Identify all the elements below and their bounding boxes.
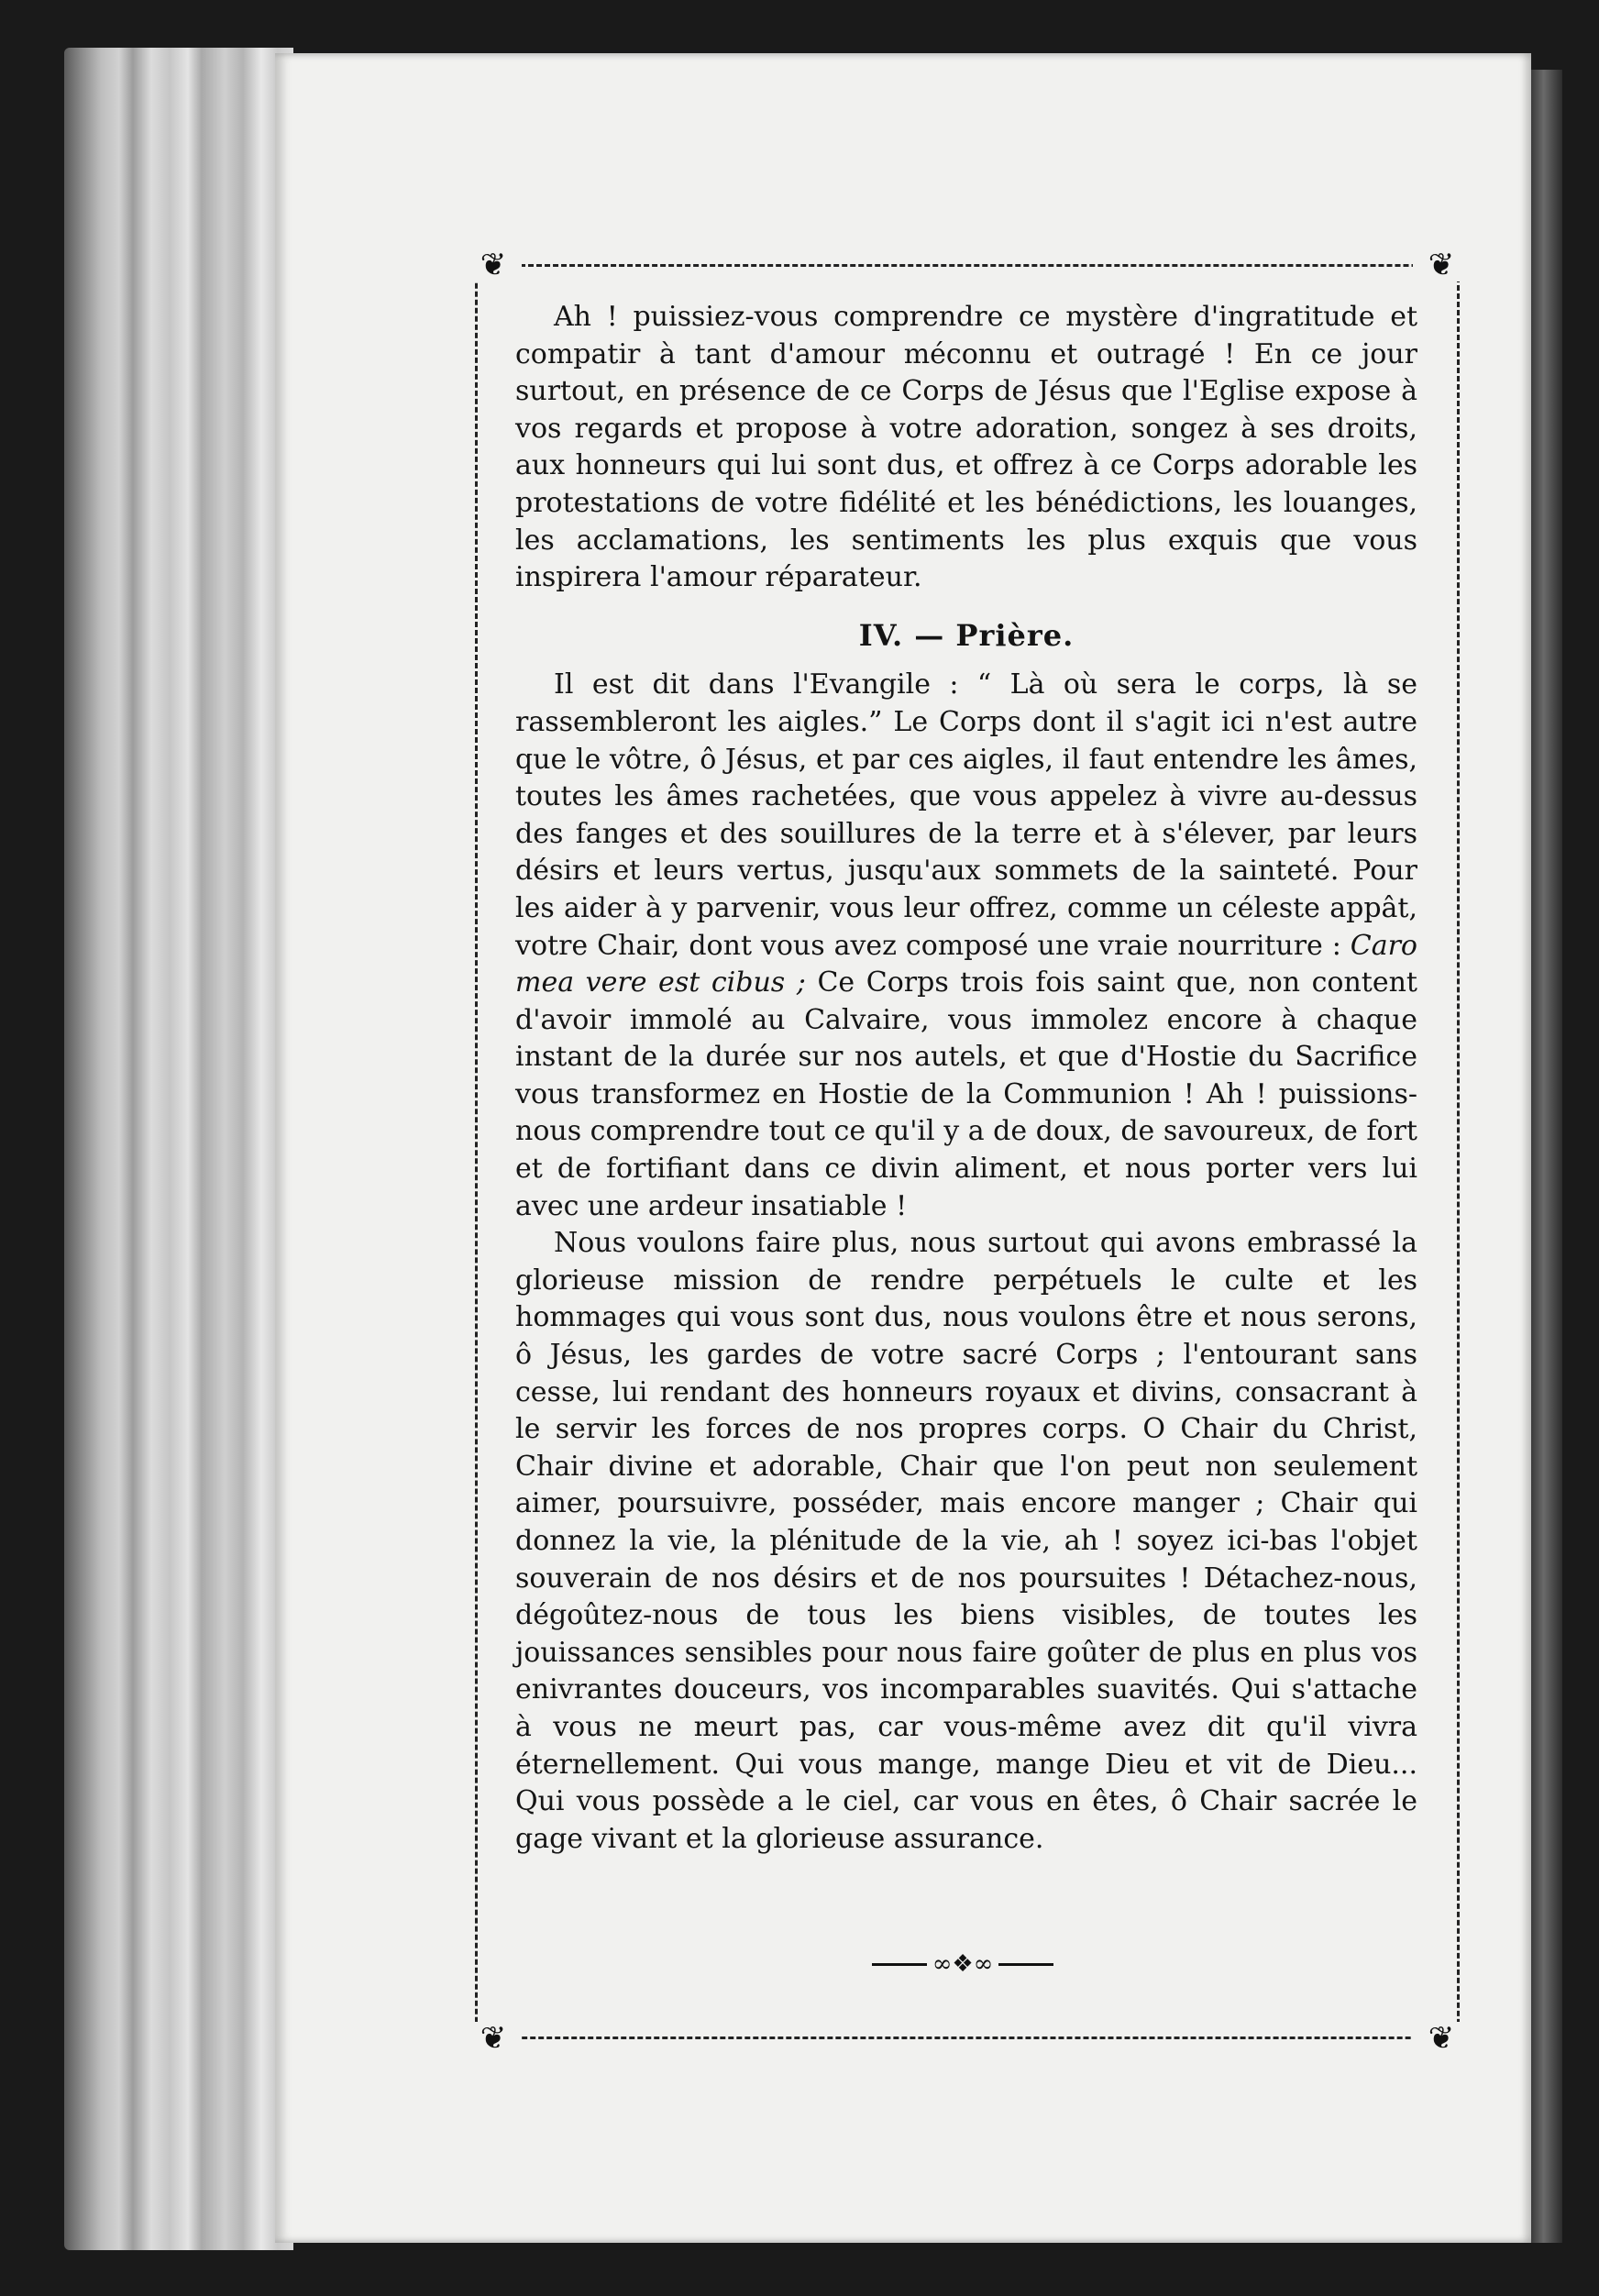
scroll-flourish-icon: ❦ [1413,2022,1470,2055]
page-text [515,299,1417,1858]
section-heading: IV. — Prière. [858,617,1075,653]
scroll-flourish-icon: ❦ [1413,248,1470,281]
book-page-edges [64,48,293,2250]
paragraph-gospel-part1: Il est dit dans l'Evangile : “ Là où sera le corps, là se rassembleront les aigles.” Le Corps dont il s'agit ici n'est autre que le vôtre, ô Jésus, et par ces aigles, il faut entendre les âmes, toutes les âmes rachetées, que vous appelez à vivre au-dessus des fanges et des souillures de la terre et à s'élever, par leurs désirs et leurs vertus, jusqu'aux sommets de la sainteté. Pour les aider à y parvenir, vous leur offrez, comme un céleste appât, votre Chair, dont vous avez composé une vraie nourriture : [515,668,1417,962]
paragraph-prayer: Nous voulons faire plus, nous surtout qui avons embrassé la glorieuse mission de rendre perpétuels le culte et les hommages qui vous sont dus, nous voulons être et nous serons, ô Jésus, les gardes de votre sacré Corps ; l'entourant sans cesse, lui rendant des honneurs royaux et divins, consacrant à le servir les forces de nos propres corps. O Chair du Christ, Chair divine et adorable, Chair que l'on peut non seulement aimer, poursuivre, posséder, mais encore manger ; Chair qui donnez la vie, la plénitude de la vie, ah ! soyez ici-bas l'objet souverain de nos désirs et de nos poursuites ! Détachez-nous, dégoûtez-nous de tous les biens visibles, de toutes les jouissances sensibles pour nous faire goûter de plus en plus vos enivrantes douceurs, vos incomparables suavités. Qui s'attache à vous ne meurt pas, car vous-même avez dit qu'il vivra éternellement. Qui vous mange, mange Dieu et vit de Dieu... Qui vous possède a le ciel, car vous en êtes, ô Chair sacrée le gage vivant et la glorieuse assurance. [515,1227,1417,1855]
latin-quote: Caro mea vere est cibus ; [515,929,1417,999]
paragraph-intro: Ah ! puissiez-vous comprendre ce mystère d'ingratitude et compatir à tant d'amour méconnu et outragé ! En ce jour surtout, en présence de ce Corps de Jésus que l'Eglise expose à vos regards et propose à votre adoration, songez à ses droits, aux honneurs qui lui sont dus, et offrez à ce Corps adorable les protestations de votre fidélité et les bénédictions, les louanges, les acclamations, les sentiments les plus exquis que vous inspirera l'amour réparateur. [515,301,1417,594]
paragraph-gospel-part2: Ce Corps trois fois saint que, non content d'avoir immolé au Calvaire, vous immolez encore à chaque instant de la durée sur nos autels, et que d'Hostie du Sacrifice vous transformez en Hostie de la Communion ! Ah ! puissions-nous comprendre tout ce qu'il y a de doux, de savoureux, de fort et de fortifiant dans ce divin aliment, et nous porter vers lui avec une ardeur insatiable ! [515,966,1417,1222]
tailpiece-ornament-icon: ∞❖∞ [862,1949,1064,1978]
paragraph-gospel [515,667,1417,1225]
scroll-flourish-icon: ❦ [465,2022,522,2055]
book-right-edge [1531,70,1562,2243]
scroll-flourish-icon: ❦ [465,248,522,281]
